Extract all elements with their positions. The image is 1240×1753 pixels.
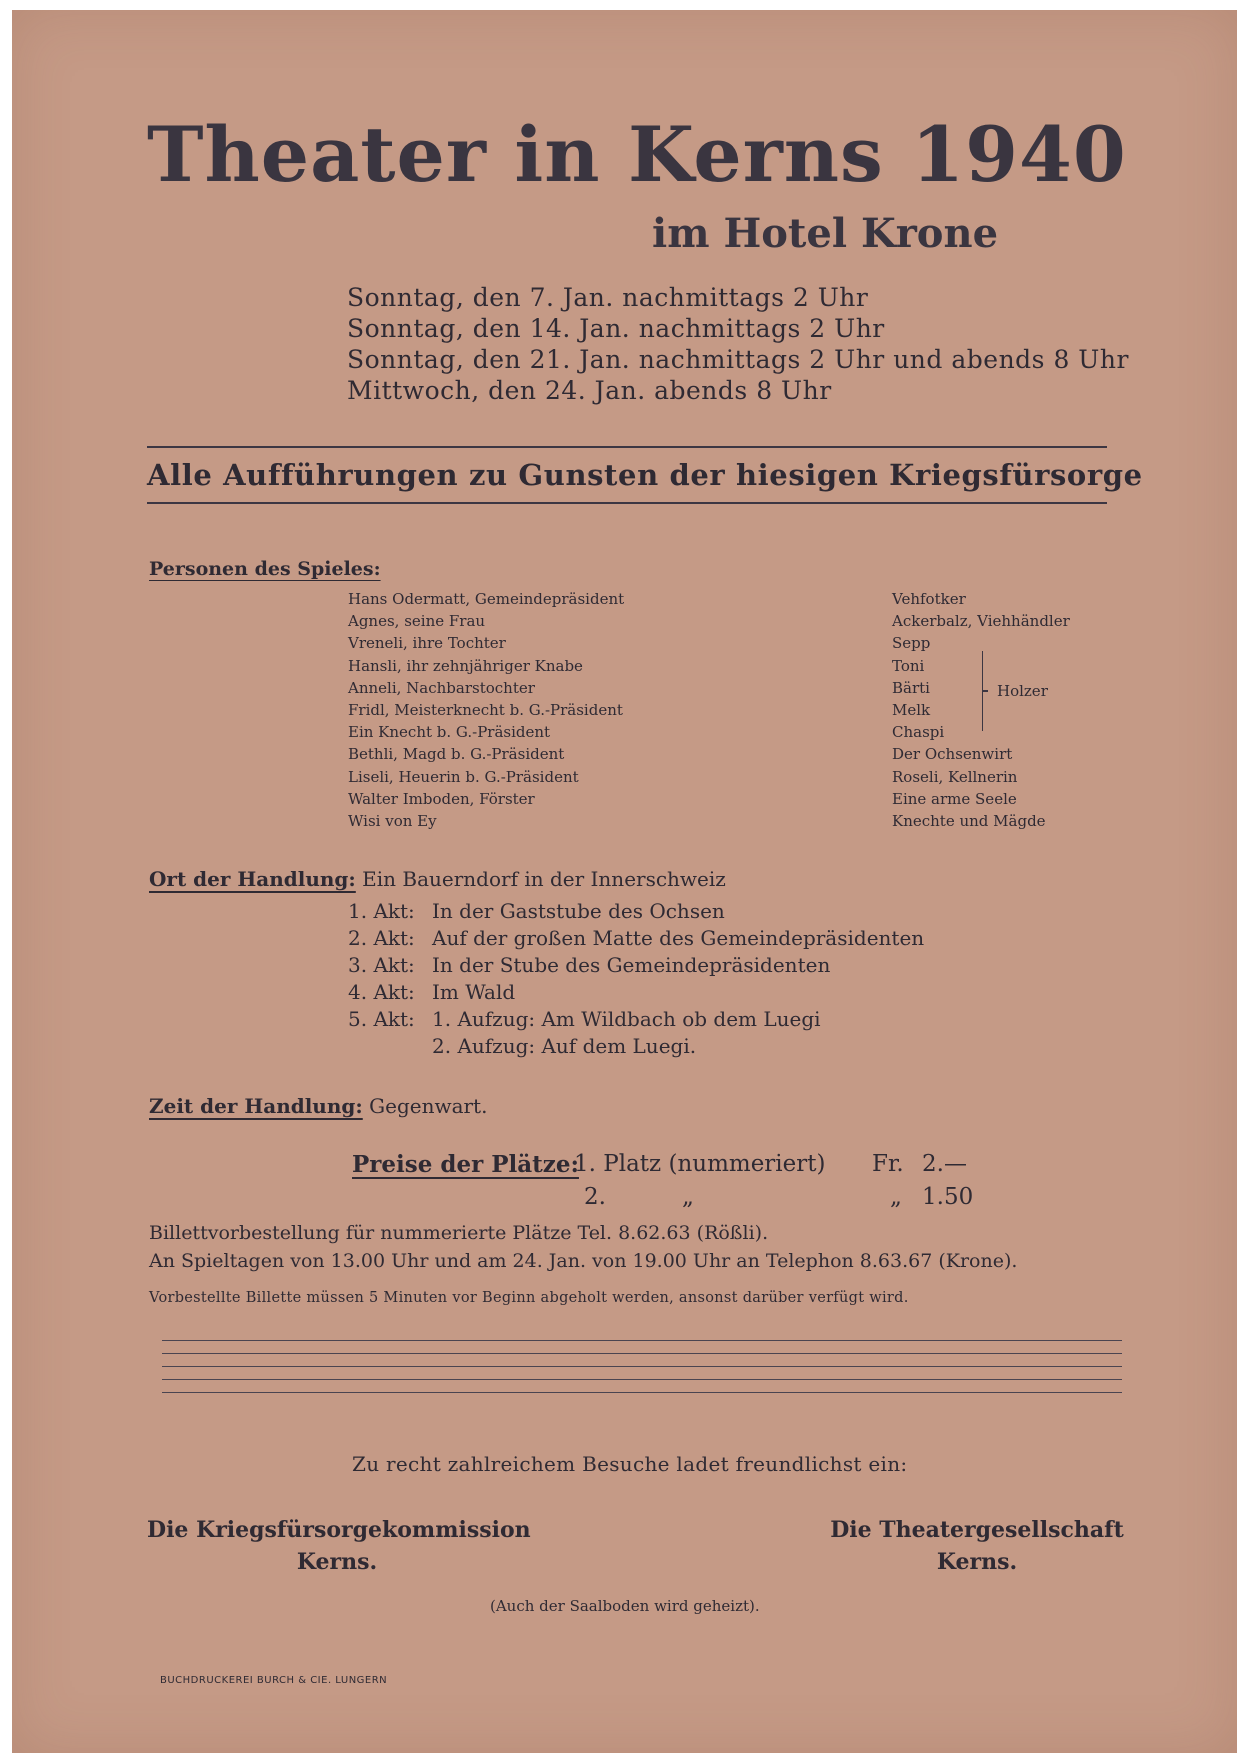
act-row bbox=[348, 925, 924, 952]
cast-member: Melk bbox=[892, 701, 931, 720]
time-value: Gegenwart. bbox=[369, 1094, 488, 1118]
cast-member: Der Ochsenwirt bbox=[892, 745, 1013, 764]
cast-list-left bbox=[348, 588, 624, 832]
cast-member: Hans Odermatt, Gemeindepräsident bbox=[348, 590, 625, 608]
act-row bbox=[348, 952, 924, 979]
booking-info-note: Vorbestellte Billette müssen 5 Minuten vor Beginn abgeholt werden, ansonst darüber verfügt wird. bbox=[149, 1290, 909, 1306]
signature-left-place: Kerns. bbox=[296, 1549, 378, 1575]
date-line: Sonntag, den 7. Jan. nachmittags 2 Uhr bbox=[347, 283, 869, 312]
cast-member: Eine arme Seele bbox=[892, 789, 1017, 808]
cast-member: Knechte und Mägde bbox=[892, 812, 1046, 831]
signature-right-place: Kerns. bbox=[936, 1549, 1018, 1575]
cast-member: Roseli, Kellnerin bbox=[892, 767, 1018, 786]
time-label: Zeit der Handlung: bbox=[149, 1094, 363, 1118]
cast-member: Ackerbalz, Viehhändler bbox=[892, 612, 1070, 631]
act-number: 4. Akt: bbox=[348, 980, 415, 1004]
poster-subtitle: im Hotel Krone bbox=[652, 210, 999, 257]
cast-member: Sepp bbox=[892, 634, 931, 653]
banner-rule-top bbox=[147, 446, 1107, 448]
prices-label: Preise der Plätze: bbox=[352, 1151, 579, 1178]
act-number: 3. Akt: bbox=[348, 953, 415, 977]
place-of-action bbox=[149, 867, 726, 891]
cast-member: Wisi von Ey bbox=[348, 812, 437, 831]
act-number: 5. Akt: bbox=[348, 1007, 415, 1031]
place-value: Ein Bauerndorf in der Innerschweiz bbox=[362, 867, 726, 891]
staff-line bbox=[162, 1392, 1122, 1393]
invitation-line: Zu recht zahlreichem Besuche ladet freundlichst ein: bbox=[352, 1452, 908, 1476]
act-text: In der Gaststube des Ochsen bbox=[432, 899, 725, 923]
poster-title: Theater in Kerns 1940 bbox=[147, 110, 1127, 199]
heating-note: (Auch der Saalboden wird geheizt). bbox=[490, 1597, 760, 1615]
price-ditto: „ bbox=[890, 1184, 902, 1210]
cast-member: Walter Imboden, Förster bbox=[348, 789, 535, 808]
acts-list bbox=[348, 898, 924, 1060]
price-row1-place: 1. Platz (nummeriert) bbox=[574, 1151, 826, 1177]
cast-member: Chaspi bbox=[892, 723, 945, 742]
cast-member: Vehfotker bbox=[892, 590, 966, 608]
cast-member: Bethli, Magd b. G.-Präsident bbox=[348, 745, 565, 764]
act-row bbox=[348, 1033, 924, 1060]
act-number: 2. Akt: bbox=[348, 926, 415, 950]
date-line: Sonntag, den 21. Jan. nachmittags 2 Uhr und abends 8 Uhr bbox=[347, 345, 1129, 374]
act-text: In der Stube des Gemeindepräsidenten bbox=[432, 953, 831, 977]
place-label: Ort der Handlung: bbox=[149, 867, 356, 891]
printer-imprint: BUCHDRUCKEREI BURCH & CIE. LUNGERN bbox=[160, 1675, 388, 1686]
cast-member: Liseli, Heuerin b. G.-Präsident bbox=[348, 767, 579, 786]
act-text: Im Wald bbox=[432, 980, 516, 1004]
benefit-banner: Alle Aufführungen zu Gunsten der hiesigen Kriegsfürsorge bbox=[147, 458, 1143, 492]
booking-info-line: An Spieltagen von 13.00 Uhr und am 24. Jan. von 19.00 Uhr an Telephon 8.63.67 (Krone). bbox=[149, 1250, 1018, 1272]
price-row1-currency: Fr. bbox=[872, 1151, 904, 1177]
staff-line bbox=[162, 1366, 1122, 1367]
cast-member: Toni bbox=[892, 656, 925, 675]
date-line: Sonntag, den 14. Jan. nachmittags 2 Uhr bbox=[347, 314, 885, 343]
signature-left bbox=[147, 1514, 531, 1578]
cast-member: Bärti bbox=[892, 678, 930, 697]
ticket-prices bbox=[352, 1148, 972, 1214]
staff-line bbox=[162, 1353, 1122, 1354]
date-line: Mittwoch, den 24. Jan. abends 8 Uhr bbox=[347, 376, 832, 405]
staff-line bbox=[162, 1379, 1122, 1380]
group-label: Holzer bbox=[997, 682, 1048, 700]
booking-info-line: Billettvorbestellung für nummerierte Plätze Tel. 8.62.63 (Rößli). bbox=[149, 1222, 769, 1244]
cast-member: Ein Knecht b. G.-Präsident bbox=[348, 723, 551, 742]
cast-member: Vreneli, ihre Tochter bbox=[348, 634, 506, 653]
signature-right bbox=[827, 1514, 1127, 1578]
act-row bbox=[348, 898, 924, 925]
cast-heading: Personen des Spieles: bbox=[149, 558, 381, 580]
time-of-action bbox=[149, 1094, 487, 1118]
act-text: Auf der großen Matte des Gemeindepräsidenten bbox=[432, 926, 925, 950]
cast-member: Hansli, ihr zehnjähriger Knabe bbox=[348, 656, 583, 675]
cast-member: Fridl, Meisterknecht b. G.-Präsident bbox=[348, 701, 623, 720]
act-row bbox=[348, 979, 924, 1006]
price-ditto: „ bbox=[682, 1184, 694, 1210]
banner-rule-bottom bbox=[147, 502, 1107, 504]
group-brace-tick bbox=[982, 690, 988, 692]
poster-sheet bbox=[12, 10, 1237, 1753]
price-row2-amount: 1.50 bbox=[922, 1184, 974, 1210]
price-row2-place: 2. bbox=[584, 1184, 606, 1210]
signature-right-name: Die Theatergesellschaft bbox=[830, 1517, 1124, 1543]
price-row1-amount: 2.— bbox=[922, 1151, 967, 1177]
cast-member: Agnes, seine Frau bbox=[348, 612, 486, 631]
signature-left-name: Die Kriegsfürsorgekommission bbox=[147, 1517, 531, 1543]
act-row bbox=[348, 1006, 924, 1033]
cast-member: Anneli, Nachbarstochter bbox=[348, 678, 535, 697]
staff-line bbox=[162, 1340, 1122, 1341]
act-text: 1. Aufzug: Am Wildbach ob dem Luegi bbox=[432, 1007, 821, 1031]
act-text: 2. Aufzug: Auf dem Luegi. bbox=[432, 1034, 697, 1058]
performance-dates bbox=[347, 282, 1129, 406]
act-number: 1. Akt: bbox=[348, 899, 415, 923]
